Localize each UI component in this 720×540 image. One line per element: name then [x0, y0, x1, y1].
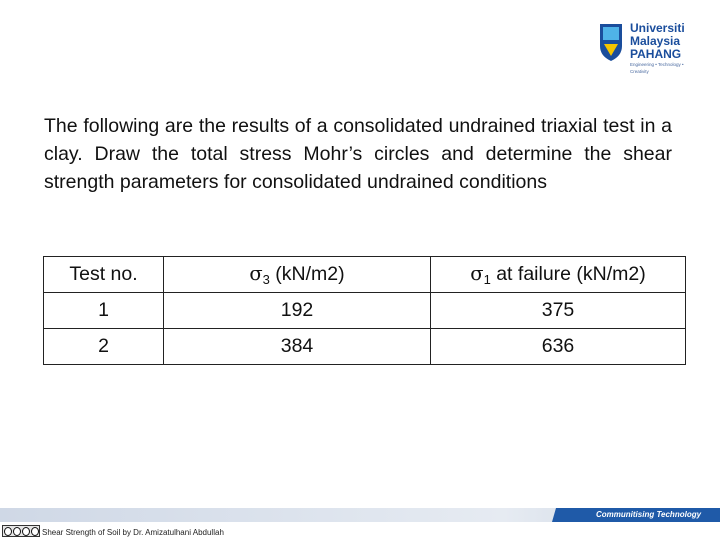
header-sigma1: [431, 257, 686, 293]
sigma3-subscript: 3: [262, 272, 270, 287]
triaxial-results-table: [43, 256, 686, 365]
header-sigma3: [164, 257, 431, 293]
logo-wordmark: [630, 22, 688, 75]
sigma-symbol: σ: [249, 262, 263, 285]
cell-test-no: 1: [44, 293, 164, 329]
sigma3-unit: (kN/m2): [269, 263, 345, 285]
cell-sigma3: 384: [164, 329, 431, 365]
sigma1-unit: at failure (kN/m2): [490, 263, 646, 285]
cell-sigma3: 192: [164, 293, 431, 329]
footer-credit: Shear Strength of Soil by Dr. Amizatulhani Abdullah: [42, 528, 224, 537]
logo-line-1: Universiti: [630, 21, 685, 35]
cell-test-no: 2: [44, 329, 164, 365]
cell-sigma1: 636: [431, 329, 686, 365]
sigma-symbol: σ: [470, 262, 484, 285]
table-header-row: [44, 257, 686, 293]
cc-by-nc-sa-icon: [2, 525, 40, 537]
header-test-no: Test no.: [44, 257, 164, 293]
ump-shield-icon: [598, 22, 624, 62]
sa-circle-icon: [31, 527, 39, 536]
sigma1-subscript: 1: [483, 272, 491, 287]
table-row: [44, 329, 686, 365]
logo-tagline: Engineering • Technology • Creativity: [630, 62, 684, 74]
nc-circle-icon: [22, 527, 30, 536]
by-circle-icon: [13, 527, 21, 536]
university-logo: [598, 18, 688, 74]
cell-sigma1: 375: [431, 293, 686, 329]
logo-line-2: Malaysia: [630, 34, 681, 48]
cc-circle-icon: [4, 527, 12, 536]
problem-statement: The following are the results of a consolidated undrained triaxial test in a clay. Draw the total stress Mohr’s circles and determine the shear strength parameters for consolidated undrained conditions: [44, 115, 672, 193]
table-row: [44, 293, 686, 329]
logo-line-3: PAHANG: [630, 47, 682, 61]
footer-motto: Communitising Technology: [596, 510, 702, 519]
